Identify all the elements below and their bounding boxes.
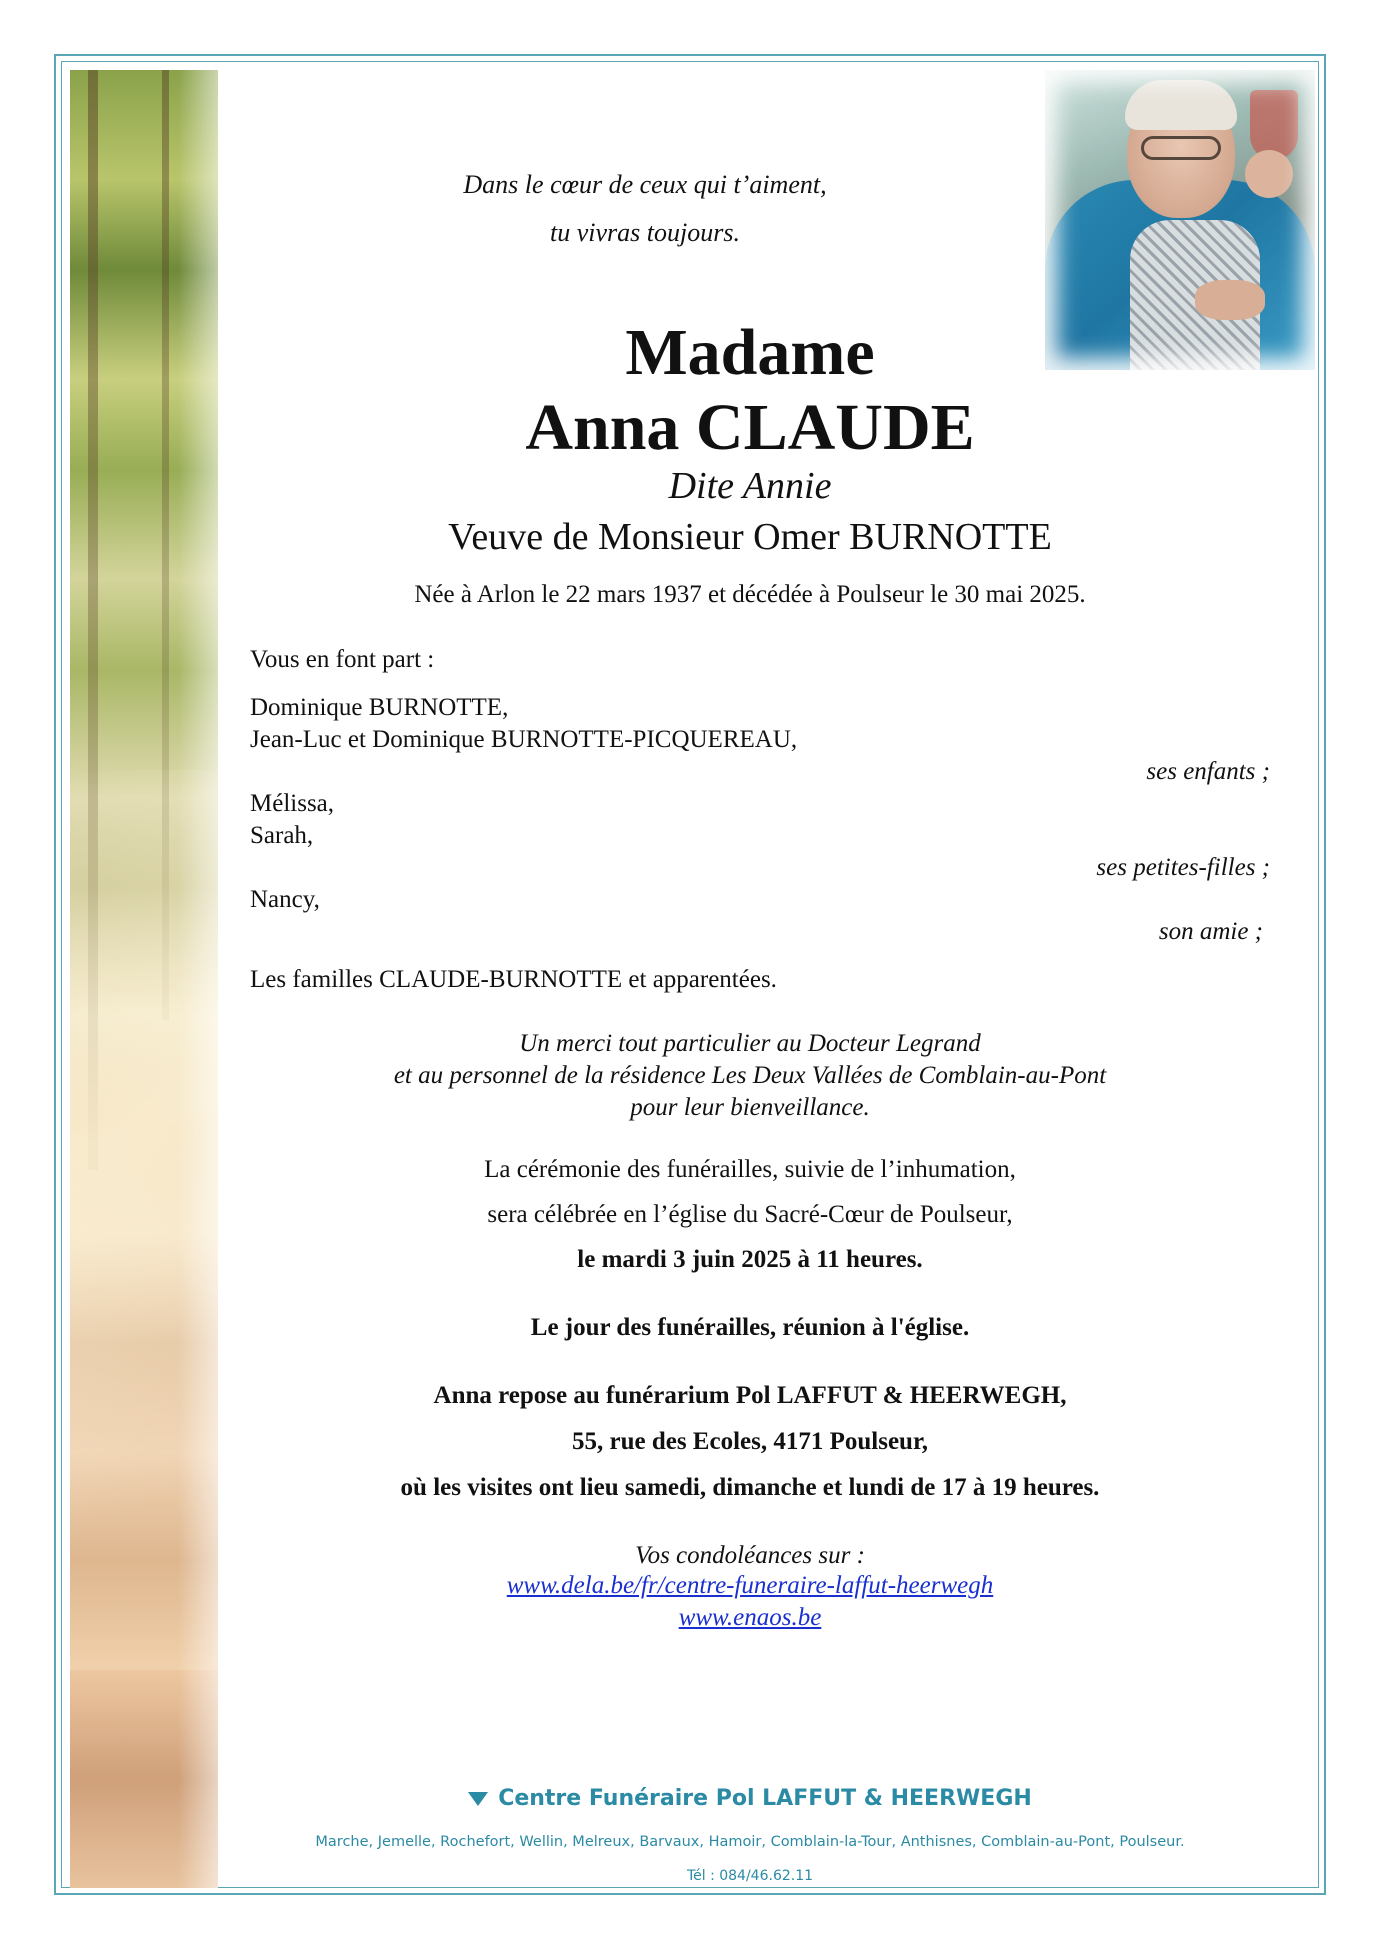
deceased-title: Madame [625,316,875,389]
funeral-home-name: Centre Funéraire Pol LAFFUT & HEERWEGH [220,1786,1280,1811]
deceased-name: Anna CLAUDE [525,391,975,464]
birth-death-line: Née à Arlon le 22 mars 1937 et décédée à Poulseur le 30 mai 2025. [414,581,1086,608]
condolences-link-enaos[interactable]: www.enaos.be [678,1604,822,1631]
widow-of: Veuve de Monsieur Omer BURNOTTE [448,516,1052,558]
deceased-alias: Dite Annie [668,465,832,507]
quote-line-2: tu vivras toujours. [550,218,740,247]
ceremony-date: le mardi 3 juin 2025 à 11 heures. [577,1246,923,1273]
friend-label: son amie ; [1158,918,1263,945]
visitation-line-2: 55, rue des Ecoles, 4171 Poulseur, [571,1428,929,1455]
triangle-down-icon [468,1792,488,1806]
thanks-line-2: et au personnel de la résidence Les Deux Vallées de Comblain-au-Pont [393,1062,1107,1089]
funeral-home-phone: Tél : 084/46.62.11 [686,1868,814,1884]
thanks-line-3: pour leur bienveillance. [630,1094,870,1121]
ceremony-line-2: sera célébrée en l’église du Sacré-Cœur de Poulseur, [487,1201,1013,1228]
thanks-line-1: Un merci tout particulier au Docteur Legrand [519,1030,981,1057]
quote-line-1: Dans le cœur de ceux qui t’aiment, [463,170,827,199]
funeral-home-places: Marche, Jemelle, Rochefort, Wellin, Melreux, Barvaux, Hamoir, Comblain-la-Tour, Anthisnes, Comblain-au-Pont, Poulseur. [315,1834,1185,1850]
children-label: ses enfants ; [1146,758,1270,785]
child-1: Dominique BURNOTTE, [250,694,509,721]
forest-path-image [70,70,218,1888]
announcement-intro: Vous en font part : [250,646,435,673]
visitation-line-1: Anna repose au funérarium Pol LAFFUT & HEERWEGH, [433,1382,1067,1409]
families: Les familles CLAUDE-BURNOTTE et apparentées. [250,966,777,993]
granddaughter-2: Sarah, [250,822,314,849]
condolences-label: Vos condoléances sur : [635,1542,865,1569]
condolences-link-dela[interactable]: www.dela.be/fr/centre-funeraire-laffut-heerwegh [506,1572,994,1599]
ceremony-line-1: La cérémonie des funérailles, suivie de l’inhumation, [484,1156,1016,1183]
granddaughters-label: ses petites-filles ; [1096,854,1270,881]
visitation-line-3: où les visites ont lieu samedi, dimanche et lundi de 17 à 19 heures. [400,1474,1100,1501]
ceremony-meeting: Le jour des funérailles, réunion à l'église. [530,1314,970,1341]
friend: Nancy, [250,886,320,913]
child-2: Jean-Luc et Dominique BURNOTTE-PICQUEREAU, [250,726,798,753]
granddaughter-1: Mélissa, [250,790,335,817]
